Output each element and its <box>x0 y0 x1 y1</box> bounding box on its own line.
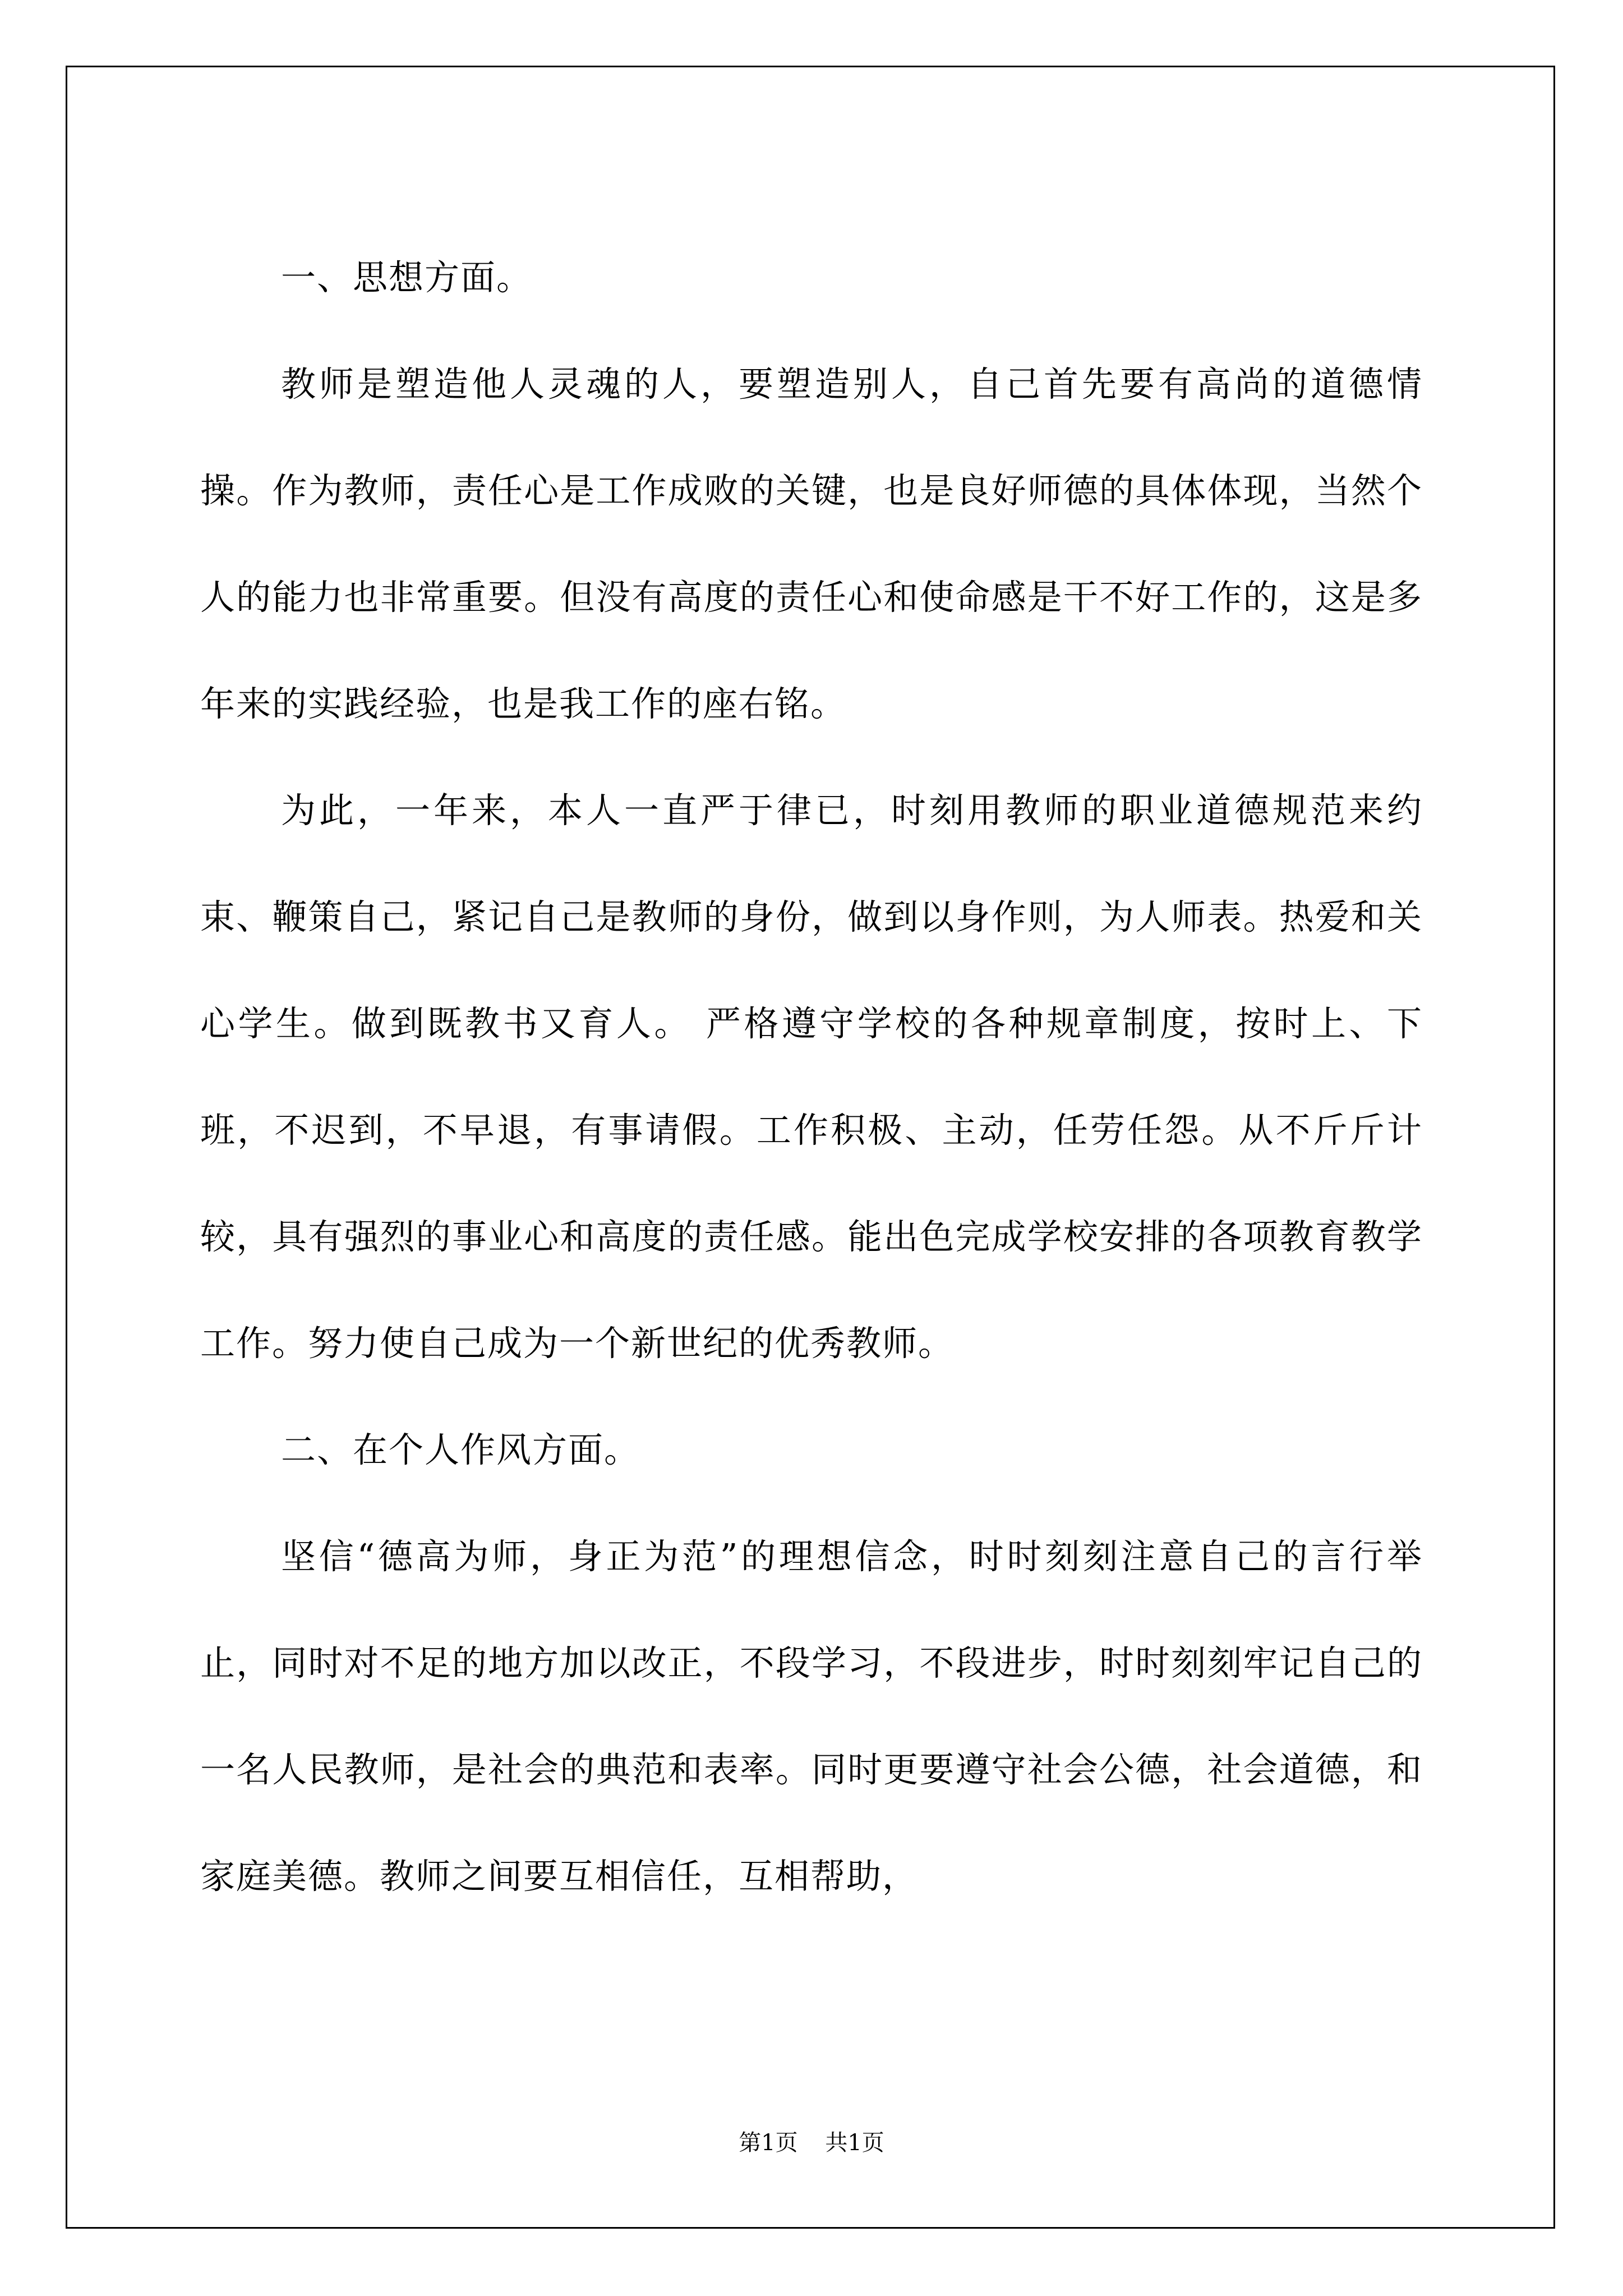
page-footer <box>0 2126 1623 2160</box>
page-number-total: 共1页 <box>825 2130 884 2156</box>
paragraph-self-discipline: 为此，一年来，本人一直严于律已，时刻用教师的职业道德规范来约束、鞭策自己，紧记自己是教师的身份，做到以身作则，为人师表。热爱和关心学生。做到既教书又育人。 严格遵守学校的各种规章制度，按时上、下班，不迟到，不早退，有事请假。工作积极、主动，任劳任怨。从不斤斤计较，具有强烈的事业心和高度的责任感。能出色完成学校安排的各项教育教学工作。努力使自己成为一个新世纪的优秀教师。 <box>200 790 1423 1364</box>
paragraph-teacher-ethics: 教师是塑造他人灵魂的人，要塑造别人，自己首先要有高尚的道德情操。作为教师，责任心是工作成败的关键，也是良好师德的具体体现，当然个人的能力也非常重要。但没有高度的责任心和使命感是干不好工作的，这是多年来的实践经验，也是我工作的座右铭。 <box>200 364 1423 724</box>
paragraph-belief: 坚信“德高为师，身正为范”的理想信念，时时刻刻注意自己的言行举止，同时对不足的地方加以改正，不段学习，不段进步，时时刻刻牢记自己的一名人民教师，是社会的典范和表率。同时更要遵守社会公德，社会道德，和家庭美德。教师之间要互相信任，互相帮助， <box>200 1536 1423 1897</box>
section-heading-thought: 一、思想方面。 <box>281 257 533 298</box>
page-number-current: 第1页 <box>739 2130 798 2156</box>
section-heading-personal-style: 二、在个人作风方面。 <box>281 1429 640 1470</box>
document-body <box>200 224 1423 1930</box>
